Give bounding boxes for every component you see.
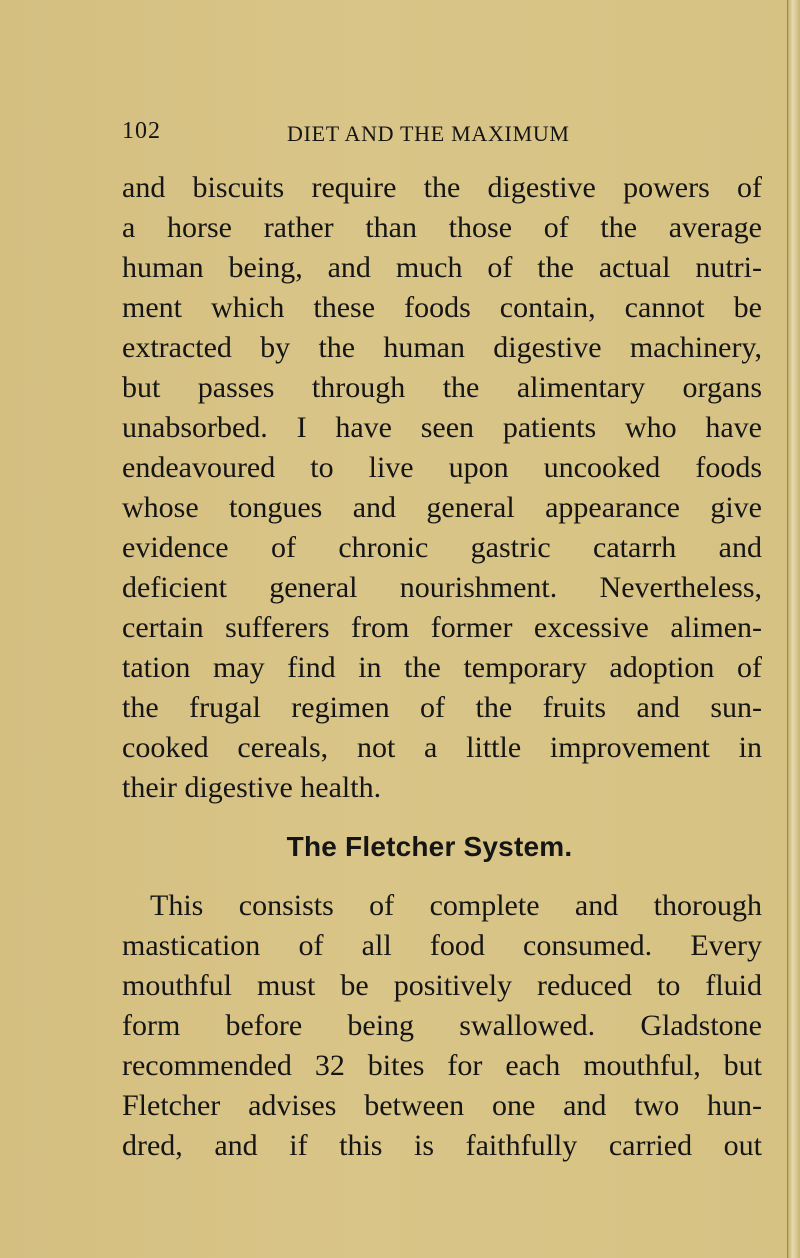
paragraph-1-line-3: human being, and much of the actual nutri- [122,251,762,284]
paragraph-2-line-4: form before being swallowed. Gladstone [122,1009,762,1042]
paragraph-2-line-1: This consists of complete and thorough [150,889,762,922]
paragraph-1-line-10: evidence of chronic gastric catarrh and [122,531,762,564]
paragraph-1-line-7: unabsorbed. I have seen patients who have [122,411,762,444]
running-head: DIET AND THE MAXIMUM [287,121,570,146]
paragraph-1-line-2: a horse rather than those of the average [122,211,762,244]
paragraph-1-line-14: the frugal regimen of the fruits and sun- [122,691,762,724]
paragraph-1-line-11: deficient general nourishment. Nevertheless, [122,571,762,604]
paragraph-1-line-15: cooked cereals, not a little improvement in [122,731,762,764]
page-number: 102 [122,118,161,144]
paragraph-1-line-4: ment which these foods contain, cannot be [122,291,762,324]
paragraph-1-line-5: extracted by the human digestive machinery, [122,331,762,364]
paragraph-2-line-7: dred, and if this is faithfully carried out [122,1129,762,1162]
paragraph-2-line-5: recommended 32 bites for each mouthful, but [122,1049,762,1082]
paragraph-2-line-3: mouthful must be positively reduced to fluid [122,969,762,1002]
paragraph-1-line-6: but passes through the alimentary organs [122,371,762,404]
paragraph-2-line-6: Fletcher advises between one and two hun- [122,1089,762,1122]
paragraph-1-line-9: whose tongues and general appearance give [122,491,762,524]
paragraph-2-line-2: mastication of all food consumed. Every [122,929,762,962]
paragraph-1-line-13: tation may find in the temporary adoption of [122,651,762,684]
page-header [122,118,762,158]
paragraph-1-line-12: certain sufferers from former excessive alimen- [122,611,762,644]
paragraph-1-line-16: their digestive health. [122,771,382,804]
paragraph-1-line-1: and biscuits require the digestive powers of [122,171,762,204]
paragraph-1-line-8: endeavoured to live upon uncooked foods [122,451,762,484]
section-heading: The Fletcher System. [286,831,573,862]
page-edge-shadow [787,0,800,1258]
main-text [122,168,762,1166]
